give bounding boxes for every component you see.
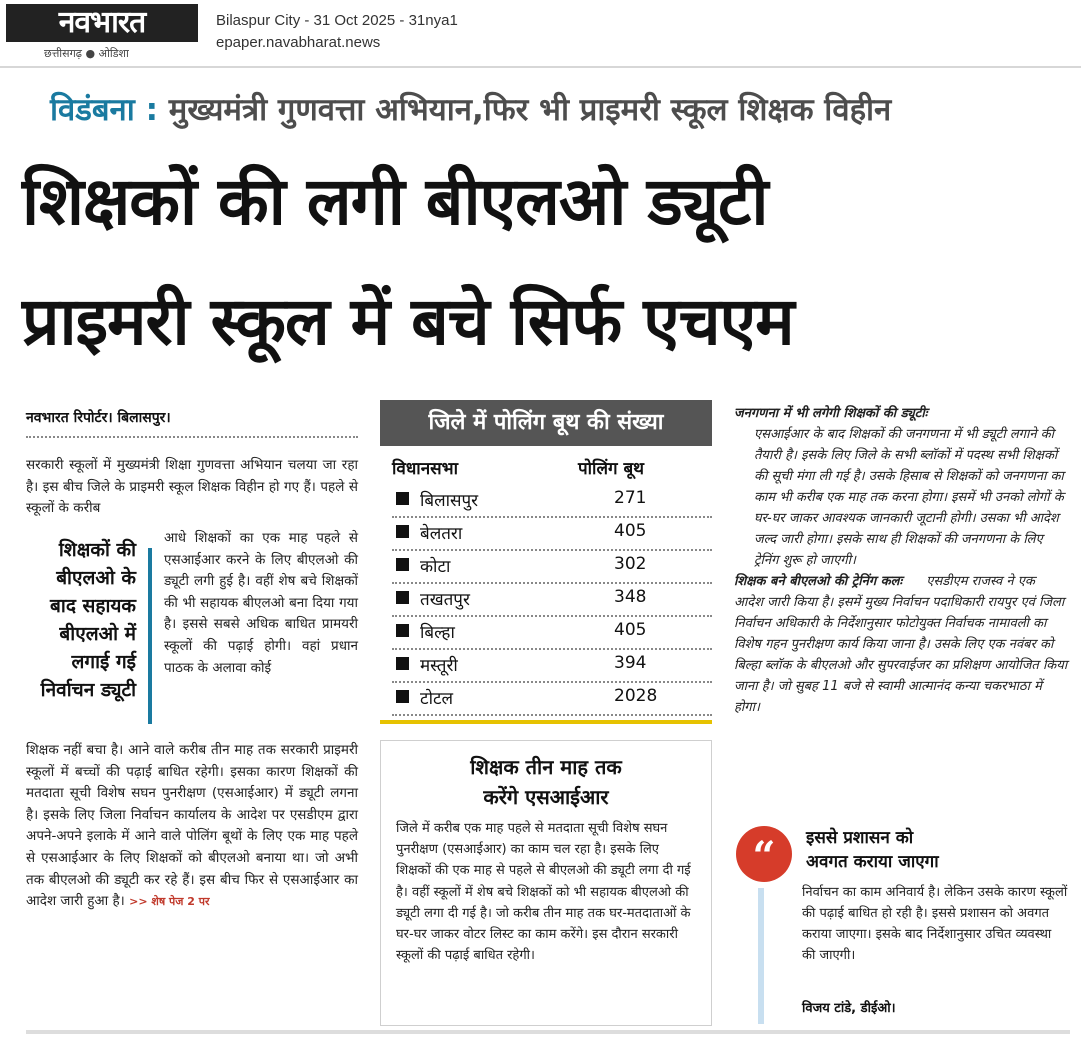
booth-count: 348 [614, 587, 647, 607]
edition-info [216, 10, 458, 54]
bullet-square-icon [396, 591, 409, 604]
booth-count: 2028 [614, 686, 658, 706]
census-body: एसआईआर के बाद शिक्षकों की जनगणना में भी ड्यूटी लगाने की तैयारी है। इसके लिए जिले के सभी ब्लॉकों में पदस्थ सभी शिक्षकों की सूची मंगा ली गई है। उसके हिसाब से शिक्षकों को जनगणना का काम भी करीब एक माह तक करना होगा। इसमें भी उनको लोगों के घर-घर जाकर आवश्यक जानकारी जूटानी होगी। उसका भी आदेश जल्द जारी होगा। इसके साथ ही शिक्षकों की जनगणना के लिए ट्रेनिंग शुरू हो जाएगी। [754, 427, 1064, 568]
booth-table-title: जिले में पोलिंग बूथ की संख्या [380, 400, 712, 446]
site-url[interactable]: epaper.navabharat.news [216, 34, 381, 51]
article-paragraph-2 [26, 740, 358, 913]
table-row [392, 484, 712, 518]
training-body: एसडीएम राजस्व ने एक आदेश जारी किया है। इसमें मुख्य निर्वाचन पदाधिकारी रायपुर एवं जिला निर्वाचन अधिकारी के निर्देशानुसार फोटोयुक्त निर्वाचक नामावली का विशेष गहन पुनरीक्षण कार्य किया जाना है। उसके लिए एक नवंबर को बिल्हा ब्लॉक के बीएलओ और सुपरवाईजर का प्रशिक्षण आयोजित किया जाना है। जो सुबह 11 बजे से स्वामी आत्मानंद कन्या चकरभाठा में होगा। [734, 574, 1068, 715]
article-paragraph-1: सरकारी स्कूलों में मुख्यमंत्री शिक्षा गुणवत्ता अभियान चलया जा रहा है। इस बीच जिले के प्राइमरी स्कूल शिक्षक विहीन हो गए हैं। पहले से स्कूलों के करीब [26, 457, 358, 517]
booth-count: 405 [614, 620, 647, 640]
table-row [392, 616, 712, 650]
col-header-assembly: विधानसभा [392, 459, 458, 479]
booth-count: 302 [614, 554, 647, 574]
newspaper-logo [4, 4, 200, 62]
quote-title-2: अवगत कराया जाएगा [806, 852, 939, 872]
table-row [392, 649, 712, 683]
census-heading: जनगणना में भी लगेगी शिक्षकों की ड्यूटीः [734, 406, 928, 421]
assembly-name: टोटल [420, 689, 454, 709]
headline-line-1: शिक्षकों की लगी बीएलओ ड्यूटी [22, 163, 768, 240]
assembly-name: तखतपुर [420, 590, 470, 610]
sidebar-box-body: जिले में करीब एक माह पहले से मतदाता सूची विशेष सघन पुनरीक्षण (एसआईआर) का काम चल रहा है। इसके लिए शिक्षकों की एक माह से पहले से बीएलओ की ड्यूटी लगा दी गई है। वहीं स्कूलों में शेष बचे शिक्षकों को भी सहायक बीएलओ की ड्यूटी लगा दी गई है। जो करीब तीन माह तक घर-मतदाताओं के घर-घर जाकर वोटर लिस्ट का काम करेंगे। इस दौरान सरकारी स्कूलों की पढ़ाई बाधित रहेगी। [396, 821, 691, 964]
table-bottom-rule [380, 720, 712, 724]
article-paragraph-2-text: शिक्षक नहीं बचा है। आने वाले करीब तीन माह तक सरकारी प्राइमरी स्कूलों में बच्चों की पढ़ाई बाधित रहेगी। इसका कारण शिक्षकों की मतदाता सूची विशेष सघन पुनरीक्षण (एसआईआर) में ड्यूटी लगना है। इसके लिए जिला निर्वाचन कार्यालय के आदेश पर एसडीएम द्वारा अपने-अपने इलाके में आने वाले पोलिंग बूथों के लिए एक माह पहले से एसआईआर के लिए शिक्षकों को बीएलओ बनाया था। जो अभी तक बीएलओ की ड्यूटी कर रहे हैं। इस बीच फिर से एसआईआर का आदेश जारी हुआ है। [26, 742, 358, 910]
article-paragraph-wrap: आधे शिक्षकों का एक माह पहले से एसआईआर करने के लिए बीएलओ की ड्यूटी लगी हुई है। वहीं शेष बचे शिक्षकों की भी सहायक बीएलओ बना दिया गया है। इससे सबसे अधिक बाधित प्रामयरी स्कूलों की पढ़ाई होगी। वहां प्रधान पाठक के अलावा कोई [164, 530, 358, 676]
continued-link[interactable]: >> शेष पेज 2 पर [129, 895, 210, 909]
quote-title-1: इससे प्रशासन को [806, 828, 914, 848]
training-heading: शिक्षक बने बीएलओ की ट्रेनिंग कलः [734, 574, 903, 589]
edition-line: Bilaspur City - 31 Oct 2025 - 31nya1 [216, 12, 458, 29]
kicker-label: विडंबना : [50, 92, 158, 128]
header-divider [0, 66, 1081, 68]
bullet-square-icon [396, 558, 409, 571]
booth-count: 394 [614, 653, 647, 673]
quote-signature: विजय टांडे, डीईओ। [802, 1001, 896, 1016]
bullet-square-icon [396, 690, 409, 703]
assembly-name: मस्तूरी [420, 656, 458, 676]
logo-wordmark: नवभारत [6, 4, 198, 42]
sidebar-box-title [380, 752, 712, 812]
assembly-name: बेलतरा [420, 524, 463, 544]
assembly-name: बिलासपुर [420, 491, 479, 511]
booth-count: 405 [614, 521, 647, 541]
sidebar-box-title-2: करेंगे एसआईआर [483, 785, 609, 809]
kicker-text: मुख्यमंत्री गुणवत्ता अभियान,फिर भी प्राइमरी स्कूल शिक्षक विहीन [168, 92, 892, 128]
byline: नवभारत रिपोर्टर। बिलासपुर। [26, 410, 171, 426]
training-section [734, 571, 1068, 718]
booth-table-header [392, 456, 712, 482]
logo-subtitle: छत्तीसगढ़ ● ओडिशा [44, 47, 129, 60]
kicker [50, 88, 891, 130]
table-row [392, 517, 712, 551]
booth-count: 271 [614, 488, 647, 508]
quote-title [806, 826, 939, 874]
assembly-name: कोटा [420, 557, 451, 577]
table-row [392, 682, 712, 716]
page-bottom-rule [26, 1030, 1070, 1034]
bullet-square-icon [396, 624, 409, 637]
pull-quote-bar [148, 548, 152, 724]
quote-bar [758, 888, 764, 1024]
right-column [734, 403, 1068, 718]
bullet-square-icon [396, 525, 409, 538]
table-row [392, 583, 712, 617]
table-row [392, 550, 712, 584]
assembly-name: बिल्हा [420, 623, 455, 643]
quote-icon: “ [736, 826, 792, 882]
byline-divider [26, 436, 358, 438]
sidebar-box-title-1: शिक्षक तीन माह तक [470, 755, 622, 779]
bullet-square-icon [396, 492, 409, 505]
col-header-booths: पोलिंग बूथ [578, 459, 645, 479]
headline-line-2: प्राइमरी स्कूल में बचे सिर्फ एचएम [22, 283, 794, 360]
bullet-square-icon [396, 657, 409, 670]
quote-body: निर्वाचन का काम अनिवार्य है। लेकिन उसके कारण स्कूलों की पढ़ाई बाधित हो रही है। इससे प्रशासन को अवगत कराया जाएगा। इसके बाद निर्देशानुसार उचित व्यवस्था की जाएगी। [802, 885, 1068, 963]
census-section [734, 403, 1068, 571]
pull-quote: शिक्षकों की बीएलओ के बाद सहायक बीएलओ में लगाई गई निर्वाचन ड्यूटी [40, 539, 136, 701]
